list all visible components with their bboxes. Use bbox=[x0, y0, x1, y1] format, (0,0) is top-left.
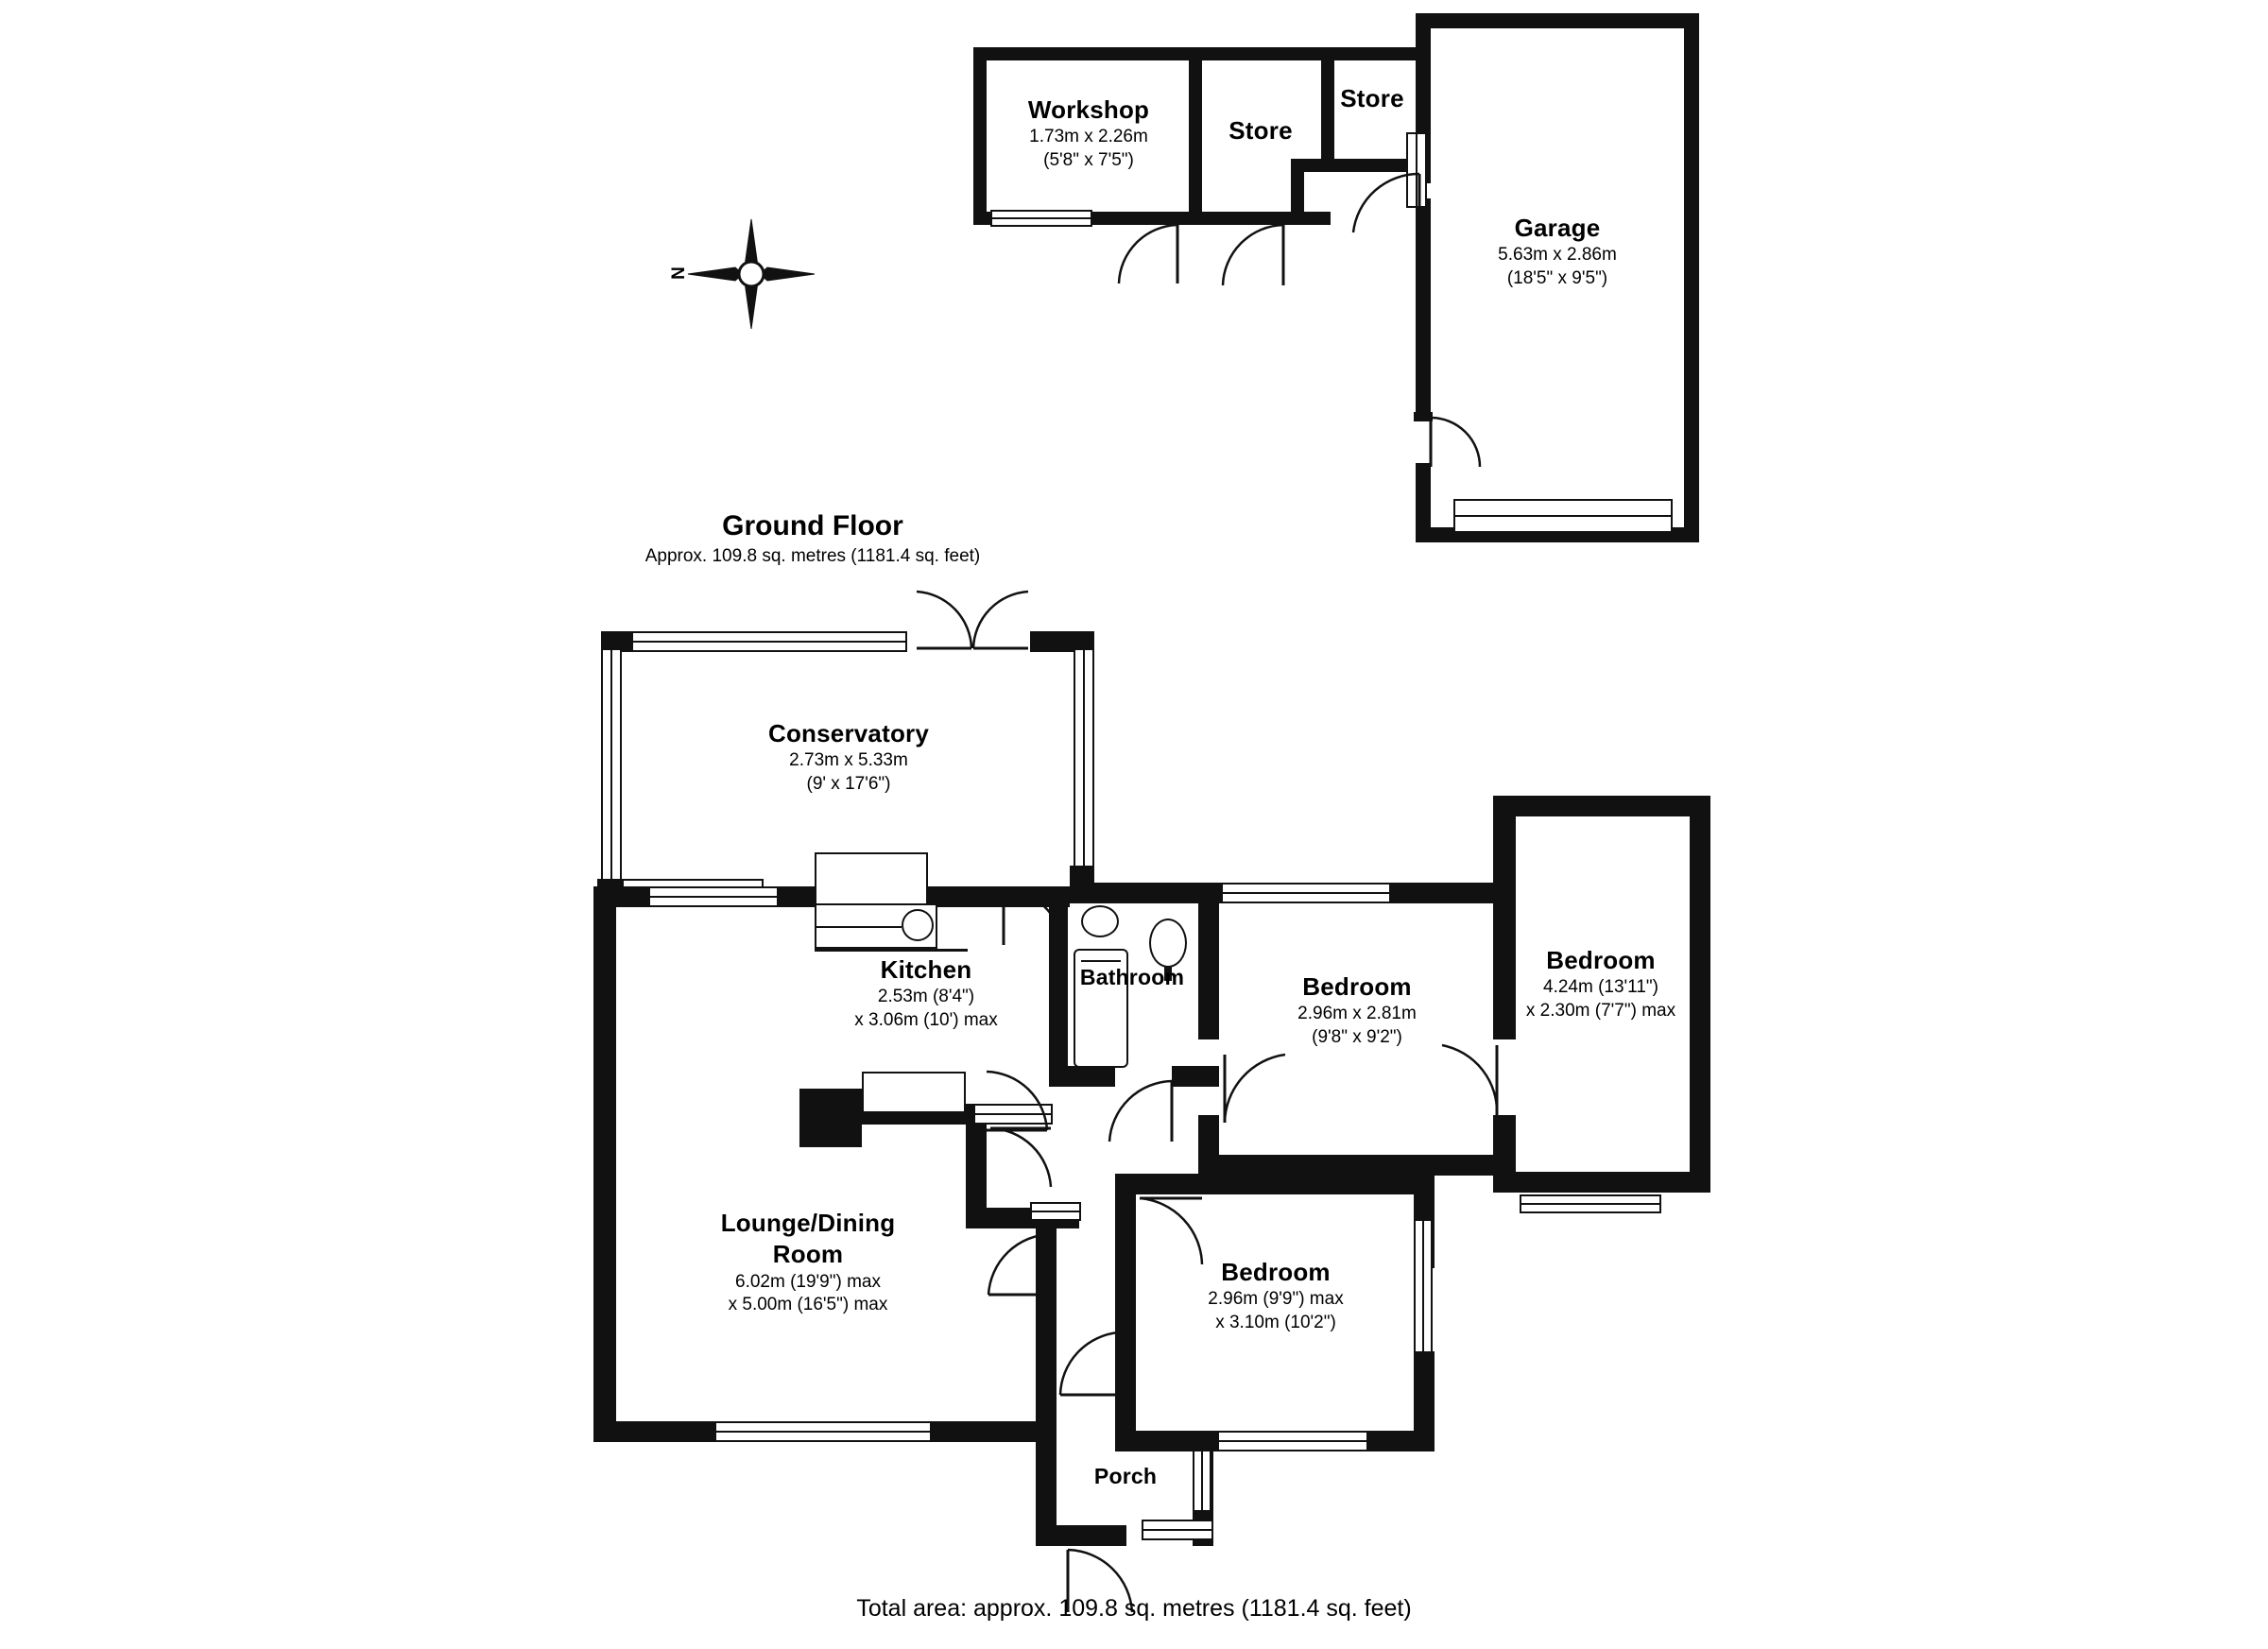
lounge-wall-right bbox=[1036, 1274, 1057, 1444]
conservatory-window-top bbox=[631, 631, 907, 652]
kitchen-counter-edge bbox=[815, 949, 968, 952]
floor-title-subtitle: Approx. 109.8 sq. metres (1181.4 sq. feet) bbox=[644, 546, 981, 566]
room-label-lounge-dining bbox=[652, 1208, 964, 1316]
room-name: Bedroom bbox=[1546, 946, 1656, 974]
bedroom2-window-top bbox=[1221, 883, 1391, 903]
room-name: Workshop bbox=[1027, 95, 1150, 124]
bedroom3-window-bottom bbox=[1520, 1194, 1661, 1213]
porch-wall-bottom bbox=[1036, 1525, 1126, 1546]
room-name: Store bbox=[1228, 116, 1293, 145]
room-dims-metric: 1.73m x 2.26m bbox=[1029, 127, 1148, 147]
room-dims-metric: 2.53m (8'4") bbox=[877, 987, 975, 1007]
garage-side-door[interactable] bbox=[1425, 416, 1491, 472]
hall-opening bbox=[1030, 1202, 1081, 1221]
workshop-door[interactable] bbox=[1115, 223, 1181, 287]
bedroom2-door[interactable] bbox=[1219, 1047, 1291, 1126]
lounge-wall-bottom-right bbox=[930, 1421, 1057, 1442]
room-label-bedroom-3 bbox=[1474, 945, 1727, 1022]
room-dims-metric: 4.24m (13'11") bbox=[1543, 977, 1658, 998]
room-dims-imperial: x 5.00m (16'5") max bbox=[728, 1294, 888, 1314]
workshop-window bbox=[990, 210, 1092, 227]
store1-wall-bottom-right bbox=[1281, 212, 1331, 225]
room-name: Kitchen bbox=[880, 955, 972, 984]
room-name: Store bbox=[1340, 84, 1404, 112]
corridor-wall-right bbox=[1036, 1228, 1057, 1276]
room-name-line2: Room bbox=[772, 1240, 844, 1269]
room-dims-imperial: (9'8" x 9'2") bbox=[1312, 1026, 1402, 1047]
room-label-bedroom-2 bbox=[1219, 971, 1495, 1049]
room-dims-imperial: x 2.30m (7'7") max bbox=[1525, 1000, 1676, 1021]
store1-door[interactable] bbox=[1219, 223, 1287, 289]
room-dims-metric: 2.73m x 5.33m bbox=[789, 750, 908, 771]
kitchen-sink-divider bbox=[815, 926, 902, 928]
room-label-garage bbox=[1429, 213, 1686, 290]
bedroom3-door[interactable] bbox=[1435, 1039, 1501, 1119]
store1-wall-top bbox=[1189, 47, 1332, 60]
bathroom-wc-cistern bbox=[1138, 900, 1142, 903]
store2-door[interactable] bbox=[1349, 170, 1425, 238]
kitchen-window-left bbox=[648, 886, 781, 907]
room-name: Bathroom bbox=[1079, 965, 1185, 989]
conservatory-french-door-left[interactable] bbox=[915, 586, 975, 652]
bedroom3-wall-bottom-right bbox=[1512, 1172, 1710, 1193]
bathroom-bathtub-inner bbox=[1081, 960, 1121, 962]
room-name-line1: Lounge/Dining bbox=[720, 1209, 896, 1237]
room-dims-imperial: (5'8" x 7'5") bbox=[1043, 149, 1134, 170]
lounge-wall-bottom bbox=[593, 1421, 716, 1442]
lounge-window-bottom bbox=[714, 1421, 932, 1442]
floor-title bbox=[586, 510, 1040, 567]
room-dims-metric: 6.02m (19'9") max bbox=[735, 1271, 881, 1292]
room-dims-imperial: x 3.10m (10'2") bbox=[1215, 1312, 1336, 1332]
room-label-store-1 bbox=[1187, 115, 1334, 146]
room-dims-metric: 2.96m x 2.81m bbox=[1297, 1004, 1417, 1024]
room-name: Bedroom bbox=[1221, 1258, 1331, 1286]
conservatory-window-right bbox=[1074, 648, 1094, 885]
garage-wall-right bbox=[1684, 13, 1699, 542]
bathroom-wall-bottom-right bbox=[1172, 1066, 1219, 1087]
lounge-door-upper[interactable] bbox=[987, 1125, 1055, 1193]
compass-north-label: N bbox=[668, 266, 689, 280]
porch-window-bottom bbox=[1142, 1520, 1213, 1540]
total-area-text: Total area: approx. 109.8 sq. metres (1181.4 sq. feet) bbox=[856, 1595, 1412, 1622]
kitchen-sink-bowl bbox=[902, 909, 934, 941]
floor-title-text: Ground Floor bbox=[722, 510, 903, 541]
bedroom2-3-divider-lower bbox=[1493, 1115, 1516, 1193]
conservatory-window-left bbox=[601, 648, 622, 885]
room-dims-imperial: (9' x 17'6") bbox=[806, 773, 891, 794]
compass-rose bbox=[668, 217, 822, 331]
room-label-conservatory bbox=[652, 718, 1045, 796]
house-wall-top-left bbox=[593, 886, 650, 907]
bathroom-wall-right bbox=[1198, 898, 1219, 1011]
room-name: Conservatory bbox=[767, 719, 930, 747]
room-dims-imperial: x 3.06m (10') max bbox=[854, 1009, 998, 1030]
conservatory-french-door-right[interactable] bbox=[970, 586, 1030, 652]
room-dims-metric: 5.63m x 2.86m bbox=[1498, 245, 1617, 266]
workshop-wall-top bbox=[973, 47, 1204, 60]
room-label-porch bbox=[1036, 1463, 1215, 1490]
room-dims-imperial: (18'5" x 9'5") bbox=[1506, 267, 1608, 288]
room-name: Garage bbox=[1514, 214, 1601, 242]
house-wall-top-bed2 bbox=[1389, 883, 1493, 903]
bathroom-basin bbox=[1081, 905, 1119, 937]
porch-inner-door[interactable] bbox=[1057, 1327, 1123, 1399]
store2-wall-top bbox=[1321, 47, 1423, 60]
garage-wall-top bbox=[1416, 13, 1699, 28]
bedroom1-window-bottom bbox=[1217, 1431, 1368, 1451]
room-label-workshop bbox=[973, 94, 1204, 172]
bedroom2-wall-bottom bbox=[1198, 1155, 1493, 1176]
room-label-store-2 bbox=[1319, 83, 1425, 114]
house-wall-left bbox=[593, 886, 616, 1433]
bedroom1-wall-top bbox=[1115, 1174, 1418, 1194]
garage-wall-left-lower bbox=[1416, 463, 1431, 542]
bedroom1-wall-left bbox=[1115, 1174, 1136, 1448]
room-dims-metric: 2.96m (9'9") max bbox=[1208, 1289, 1344, 1310]
garage-door-opening[interactable] bbox=[1453, 499, 1673, 533]
bathroom-door[interactable] bbox=[1106, 1077, 1176, 1147]
room-label-bedroom-1 bbox=[1134, 1257, 1418, 1334]
lounge-chimney-block bbox=[799, 1089, 862, 1147]
garage-side-door-jamb bbox=[1414, 412, 1433, 421]
room-name: Porch bbox=[1093, 1464, 1158, 1488]
kitchen-worktop bbox=[815, 852, 928, 905]
room-label-bathroom bbox=[1040, 964, 1225, 991]
bedroom3-wall-top bbox=[1493, 796, 1710, 816]
room-name: Bedroom bbox=[1302, 972, 1412, 1001]
room-label-kitchen bbox=[784, 954, 1068, 1032]
lounge-unit bbox=[862, 1072, 966, 1113]
